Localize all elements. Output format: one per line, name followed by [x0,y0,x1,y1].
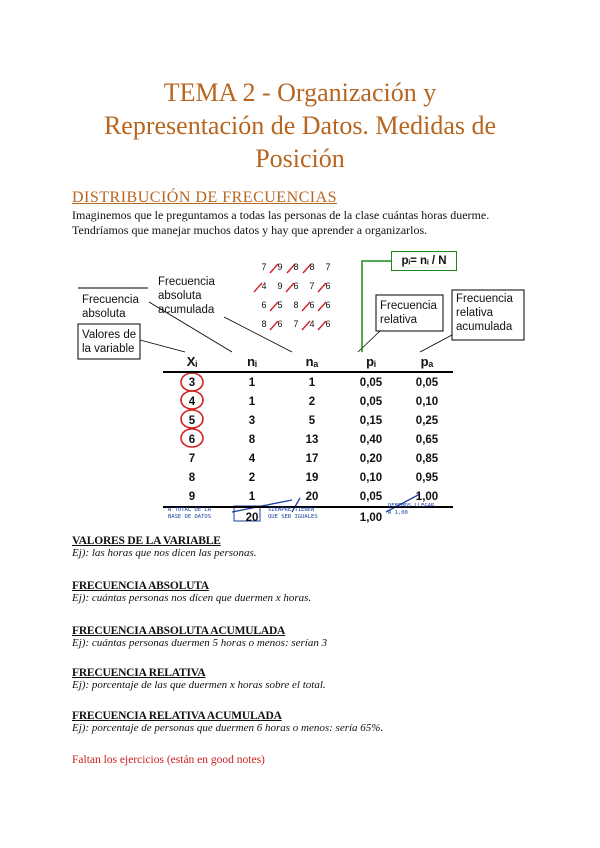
sample-row: 7 9 8 8 7 [261,262,331,272]
sample-data [256,262,336,338]
table-row: 5 3 5 0,15 0,25 [188,414,439,427]
note-equal: SIEMPRE TIENEN QUE SER IGUALES [268,507,318,520]
sample-row: 4 9 6 7 6 [261,281,331,291]
pointer-xi [140,340,185,352]
note-must: DEBEMOS LLEGAR A 1,00 [388,503,435,516]
table-row: 6 8 13 0,40 0,65 [188,433,439,446]
label-frecuencia-absoluta: Frecuencia absoluta [82,294,139,320]
label-frecuencia-relativa-acumulada: Frecuencia relativa acumulada [456,293,513,333]
table-row: 8 2 19 0,10 0,95 [188,471,439,484]
table-row: 4 1 2 0,05 0,10 [188,395,439,408]
table-header-row [163,352,453,372]
header-ni: nᵢ [221,352,283,372]
header-pa: pₐ [401,352,453,372]
intro-line-1: Imaginemos que le preguntamos a todas las personas de la clase cuántas horas duerme. [72,208,490,222]
sample-row: 6 5 8 6 6 [261,300,331,310]
footer-note: Faltan los ejercicios (están en good notes) [72,754,265,766]
header-xi: Xᵢ [163,352,221,372]
def-frec-abs-acum: FRECUENCIA ABSOLUTA ACUMULADA Ej): cuántas personas duermen 5 horas o menos: serían 3 [72,625,328,649]
table-row: 7 4 17 0,20 0,85 [188,452,439,465]
section-heading: DISTRIBUCIÓN DE FRECUENCIAS [72,189,338,206]
intro-line-2: Tendríamos que manejar muchos datos y hay que aprender a organizarlos. [72,223,428,237]
label-valores-variable: Valores de la variable [82,329,137,355]
note-total: N TOTAL DE LA BASE DE DATOS [168,507,212,520]
title-line-2: Representación de Datos. Medidas de [103,111,497,140]
def-frec-rel: FRECUENCIA RELATIVA Ej): porcentaje de las que duermen x horas sobre el total. [72,667,326,691]
header-na: nₐ [283,352,341,372]
pointer-pa [420,335,452,352]
def-valores: VALORES DE LA VARIABLE Ej): las horas que nos dicen las personas. [72,535,257,559]
frequency-table [163,352,453,527]
title-line-1: TEMA 2 - Organización y [163,78,437,107]
def-frec-rel-acum: FRECUENCIA RELATIVA ACUMULADA Ej): porcentaje de personas que duermen 6 horas o menos: sería 65%. [72,710,384,734]
sample-row: 8 6 7 4 6 [261,319,331,329]
total-p: 1,00 [341,507,401,527]
formula-box: pᵢ= nᵢ / N [391,251,457,271]
label-frecuencia-absoluta-acumulada: Frecuencia absoluta acumulada [158,276,215,316]
def-frec-abs: FRECUENCIA ABSOLUTA Ej): cuántas personas nos dicen que duermen x horas. [72,580,312,604]
total-n: 20 [221,507,283,527]
title-line-3: Posición [255,144,345,173]
label-frecuencia-relativa: Frecuencia relativa [380,300,437,326]
table-row: 9 1 20 0,05 1,00 [188,490,439,503]
table-row: 3 1 1 0,05 0,05 [188,376,439,389]
header-pi: pᵢ [341,352,401,372]
